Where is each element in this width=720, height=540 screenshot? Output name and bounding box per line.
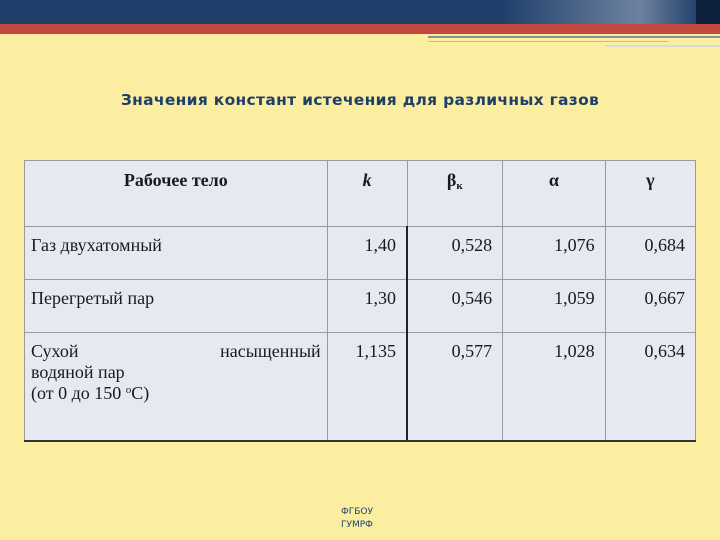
cell-name-line2: водяной пар (31, 362, 125, 382)
header-working-body: Рабочее тело (25, 161, 328, 227)
footer-line2: ГУМРФ (341, 520, 373, 530)
header-beta (407, 161, 503, 227)
header-gamma: γ (605, 161, 695, 227)
header-k-label: k (362, 170, 372, 190)
table-row (25, 333, 696, 442)
cell-name: Газ двухатомный (25, 227, 328, 280)
cell-name: Перегретый пар (25, 280, 328, 333)
top-decor-edge (696, 0, 720, 24)
cell-name-word: Сухой (31, 341, 79, 361)
cell-gamma: 0,634 (605, 333, 695, 442)
cell-name (25, 333, 328, 442)
slide-title: Значения констант истечения для различных газов (120, 91, 600, 109)
footer-line1: ФГБОУ (341, 507, 373, 517)
cell-gamma: 0,684 (605, 227, 695, 280)
header-beta-label: β (446, 170, 457, 190)
cell-name-word: насыщенный (220, 341, 321, 361)
top-decor-highlight (500, 0, 700, 24)
cell-name-unit: С) (131, 383, 150, 403)
cell-beta: 0,577 (407, 333, 503, 442)
constants-table (24, 160, 696, 442)
red-decor-stripe (0, 24, 720, 34)
cell-beta: 0,528 (407, 227, 503, 280)
header-beta-subscript: к (456, 180, 463, 192)
cell-k: 1,40 (327, 227, 407, 280)
cell-alpha: 1,059 (503, 280, 606, 333)
decor-line (428, 41, 668, 42)
cell-name-line3 (31, 383, 321, 404)
cell-beta: 0,546 (407, 280, 503, 333)
header-k (327, 161, 407, 227)
cell-alpha: 1,076 (503, 227, 606, 280)
footer-org (341, 506, 373, 532)
cell-k: 1,30 (327, 280, 407, 333)
cell-alpha: 1,028 (503, 333, 606, 442)
table-header-row (25, 161, 696, 227)
table-row (25, 280, 696, 333)
cell-k: 1,135 (327, 333, 407, 442)
cell-gamma: 0,667 (605, 280, 695, 333)
decor-line (428, 36, 720, 38)
header-alpha: α (503, 161, 606, 227)
decor-line (605, 45, 720, 47)
degree-mark: о (125, 384, 132, 396)
cell-name-line1 (31, 341, 321, 362)
cell-name-range: (от 0 до 150 (31, 383, 126, 403)
table-row (25, 227, 696, 280)
